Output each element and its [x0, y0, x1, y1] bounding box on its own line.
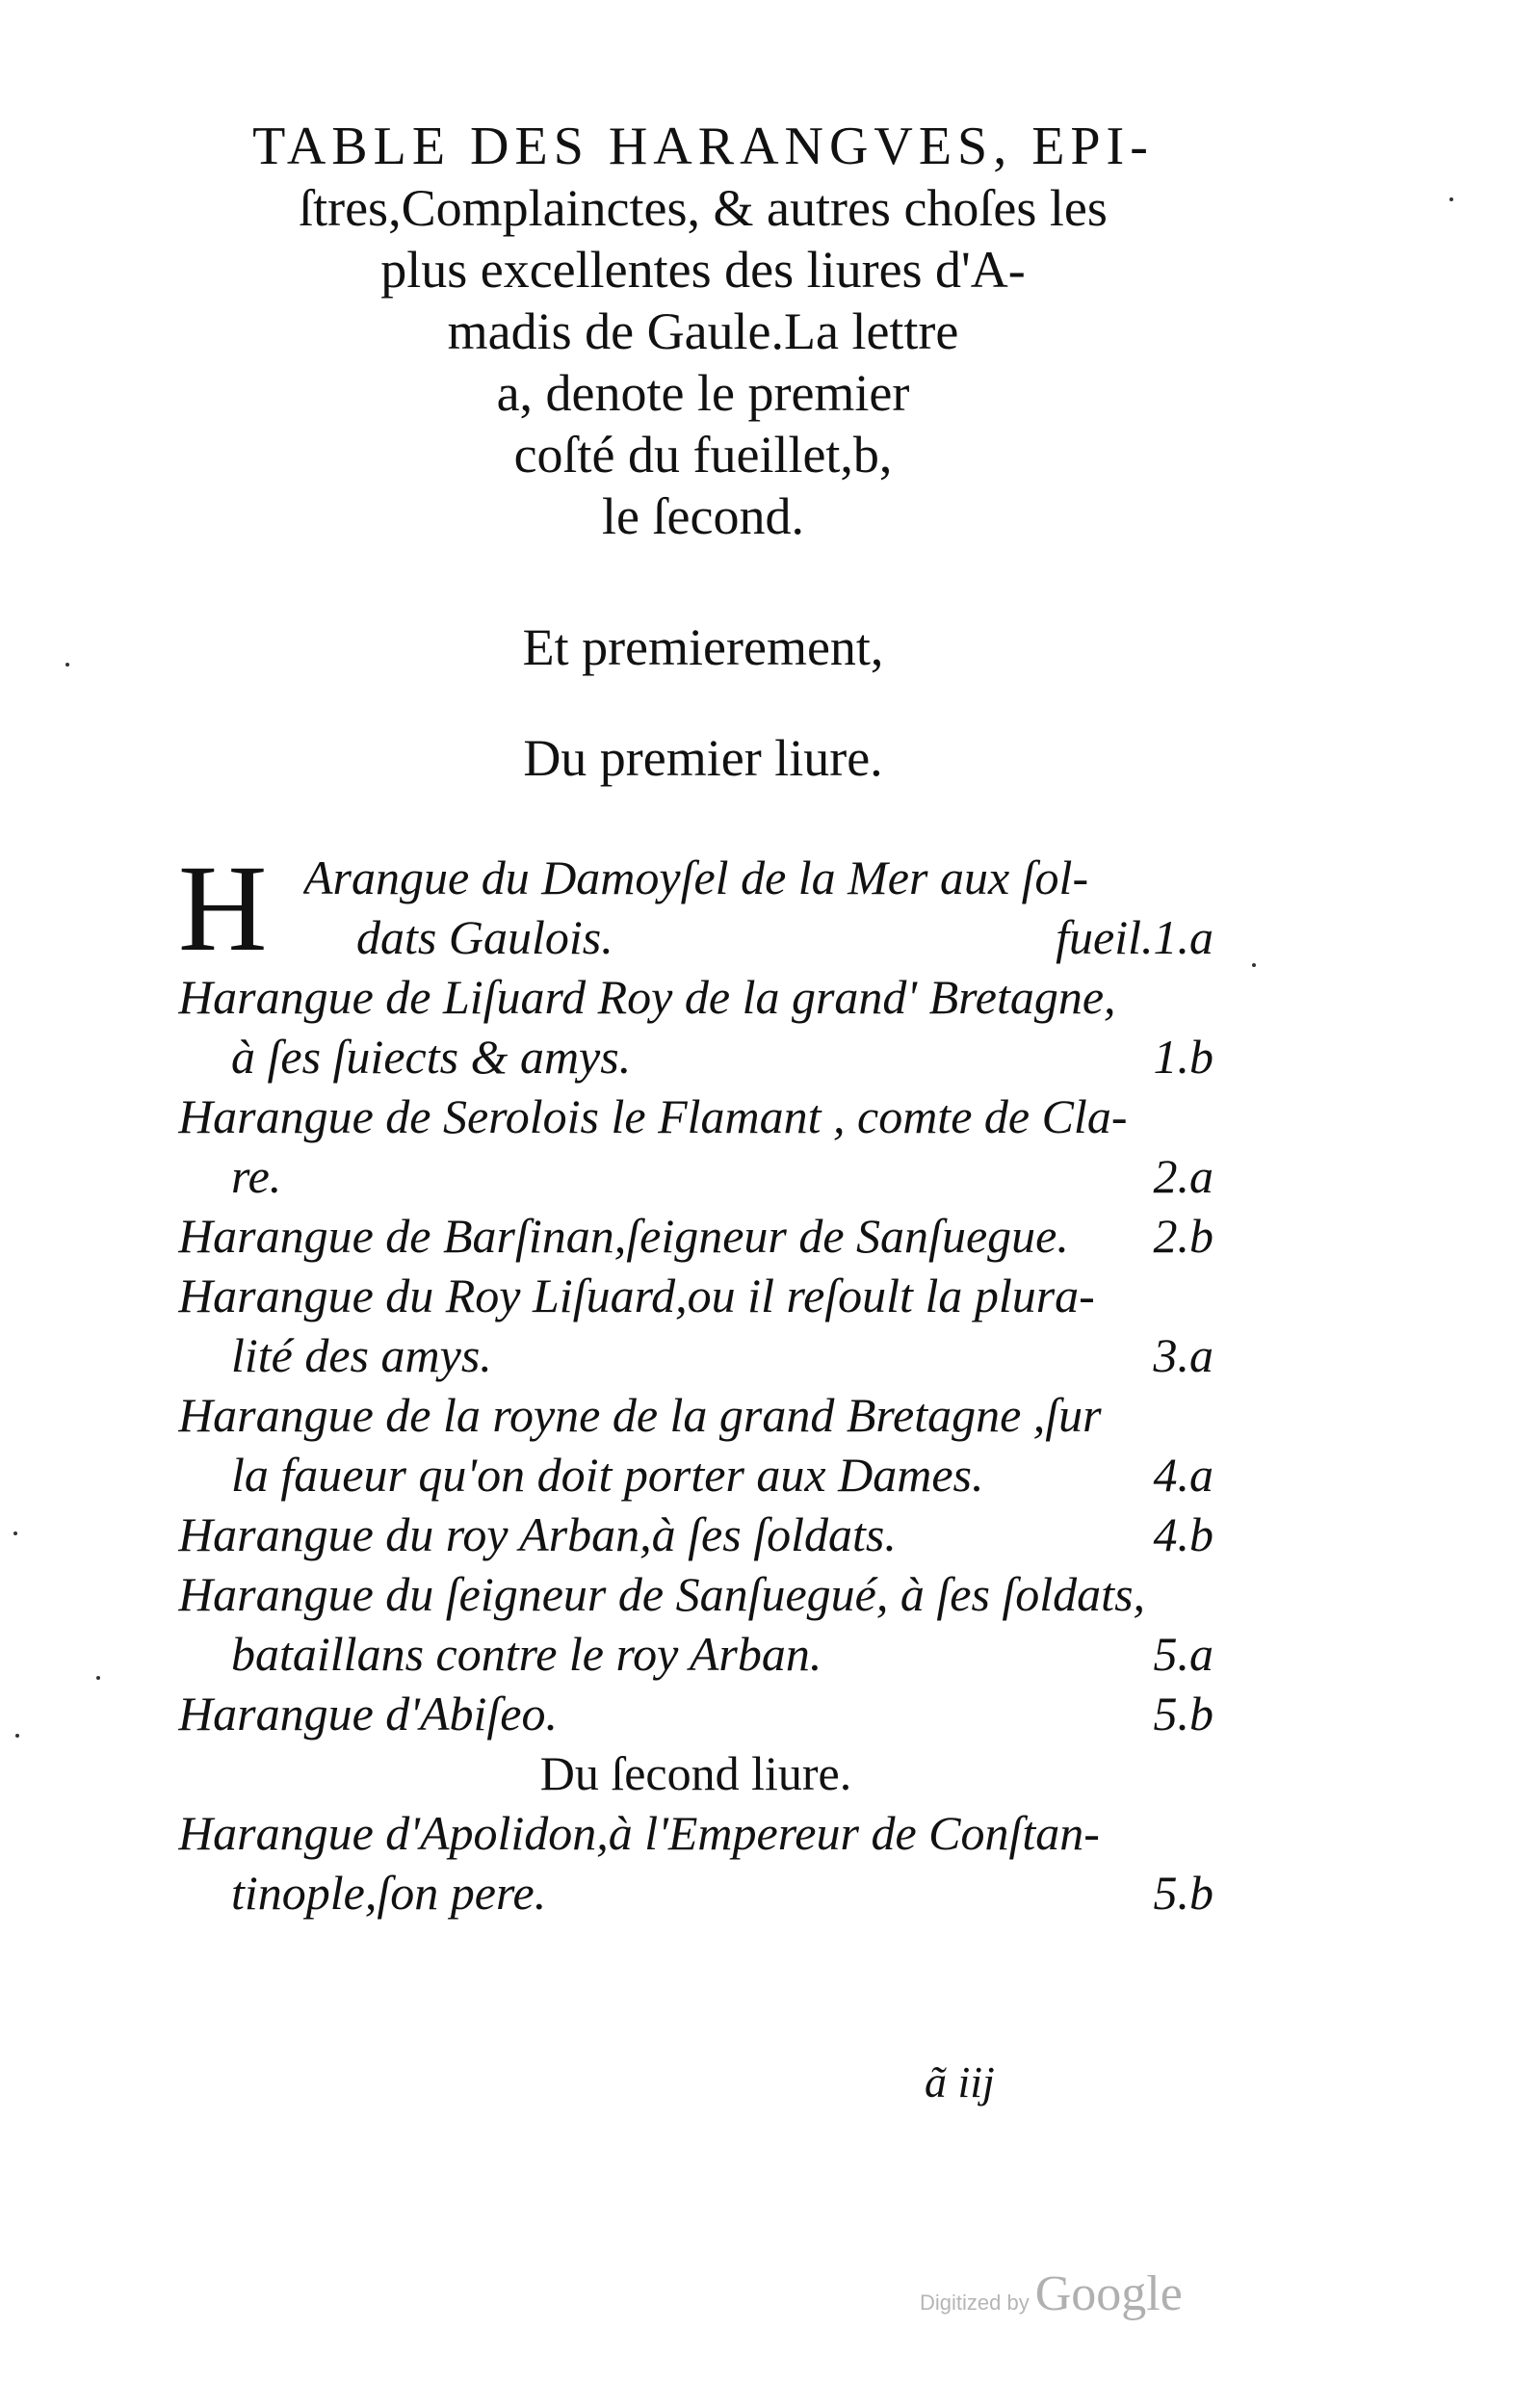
list-item — [178, 1266, 1213, 1385]
entry-continuation: la faueur qu'on doit porter aux Dames. — [231, 1448, 984, 1502]
list-item — [178, 1505, 1213, 1564]
folio-ref: 5.b — [1153, 1866, 1213, 1920]
scan-speck — [1252, 963, 1256, 967]
entry-text: Harangue du ſeigneur de Sanſuegué, à ſes ſoldats, — [178, 1567, 1146, 1621]
title-line: TABLE DES HARANGVES, EPI- — [252, 117, 1154, 176]
title-line: coſté du fueillet,b, — [513, 426, 893, 484]
list-item — [178, 840, 1213, 977]
scan-speck — [15, 1734, 19, 1738]
entry-continuation: tinople,ſon pere. — [231, 1866, 547, 1920]
folio-ref: 5.a — [1153, 1627, 1213, 1681]
entry-text: Harangue de Liſuard Roy de la grand' Bretagne, — [178, 970, 1116, 1024]
drop-cap: H — [178, 840, 268, 977]
list-item — [178, 1206, 1213, 1266]
entry-text: Arangue du Damoyſel de la Mer aux ſol- — [303, 851, 1089, 904]
digitization-watermark — [920, 2265, 1183, 2322]
entry-text: Harangue du Roy Liſuard,ou il reſoult la plura- — [178, 1269, 1095, 1322]
section-heading-second-book: Du ſecond liure. — [539, 1746, 852, 1800]
entries-list — [178, 840, 1213, 1923]
entry-text: Harangue de Serolois le Flamant , comte de Cla- — [178, 1089, 1128, 1143]
title-block — [178, 116, 1228, 547]
scan-speck — [65, 663, 69, 667]
folio-ref: 2.b — [1153, 1209, 1213, 1263]
folio-ref: 4.a — [1153, 1448, 1213, 1502]
title-line: ſtres,Complainctes, & autres choſes les — [299, 179, 1108, 237]
entry-continuation: bataillans contre le roy Arban. — [231, 1627, 822, 1681]
folio-ref: 4.b — [1153, 1507, 1213, 1561]
entry-text: Harangue de la royne de la grand Bretagne ,ſur — [178, 1388, 1102, 1442]
list-item — [178, 967, 1213, 1086]
section-heading-first-book: Du premier liure. — [523, 729, 883, 787]
list-item — [178, 1564, 1213, 1684]
scan-speck — [96, 1676, 100, 1680]
list-item — [178, 1385, 1213, 1505]
entry-continuation: dats Gaulois. — [356, 910, 613, 964]
folio-ref: 3.a — [1153, 1328, 1213, 1382]
entry-text: Harangue d'Abiſeo. — [178, 1687, 558, 1741]
entry-continuation: à ſes ſuiects & amys. — [231, 1030, 632, 1084]
entry-text: Harangue d'Apolidon,à l'Empereur de Conſtan- — [178, 1806, 1100, 1860]
title-line: madis de Gaule.La lettre — [447, 302, 959, 360]
title-line: le ſecond. — [602, 487, 804, 545]
entry-continuation: lité des amys. — [231, 1328, 492, 1382]
folio-ref: 2.a — [1153, 1149, 1213, 1203]
google-logo: Google — [1034, 2266, 1183, 2321]
entry-text: Harangue du roy Arban,à ſes ſoldats. — [178, 1507, 897, 1561]
entry-continuation: re. — [231, 1149, 282, 1203]
list-item — [178, 1684, 1213, 1743]
intro-heading: Et premierement, — [522, 618, 884, 676]
folio-ref: 1.b — [1153, 1030, 1213, 1084]
list-item — [178, 1803, 1213, 1923]
entry-text: Harangue de Barſinan,ſeigneur de Sanſuegue. — [178, 1209, 1069, 1263]
watermark-caption: Digitized by — [920, 2290, 1030, 2315]
scan-speck — [13, 1531, 17, 1535]
folio-ref: fueil.1.a — [1056, 910, 1213, 964]
signature-mark: ã iij — [925, 2057, 995, 2107]
scan-speck — [1449, 197, 1453, 201]
title-line: a, denote le premier — [496, 364, 910, 422]
title-line: plus excellentes des liures d'A- — [380, 241, 1026, 299]
list-item — [178, 1086, 1213, 1206]
folio-ref: 5.b — [1153, 1687, 1213, 1741]
